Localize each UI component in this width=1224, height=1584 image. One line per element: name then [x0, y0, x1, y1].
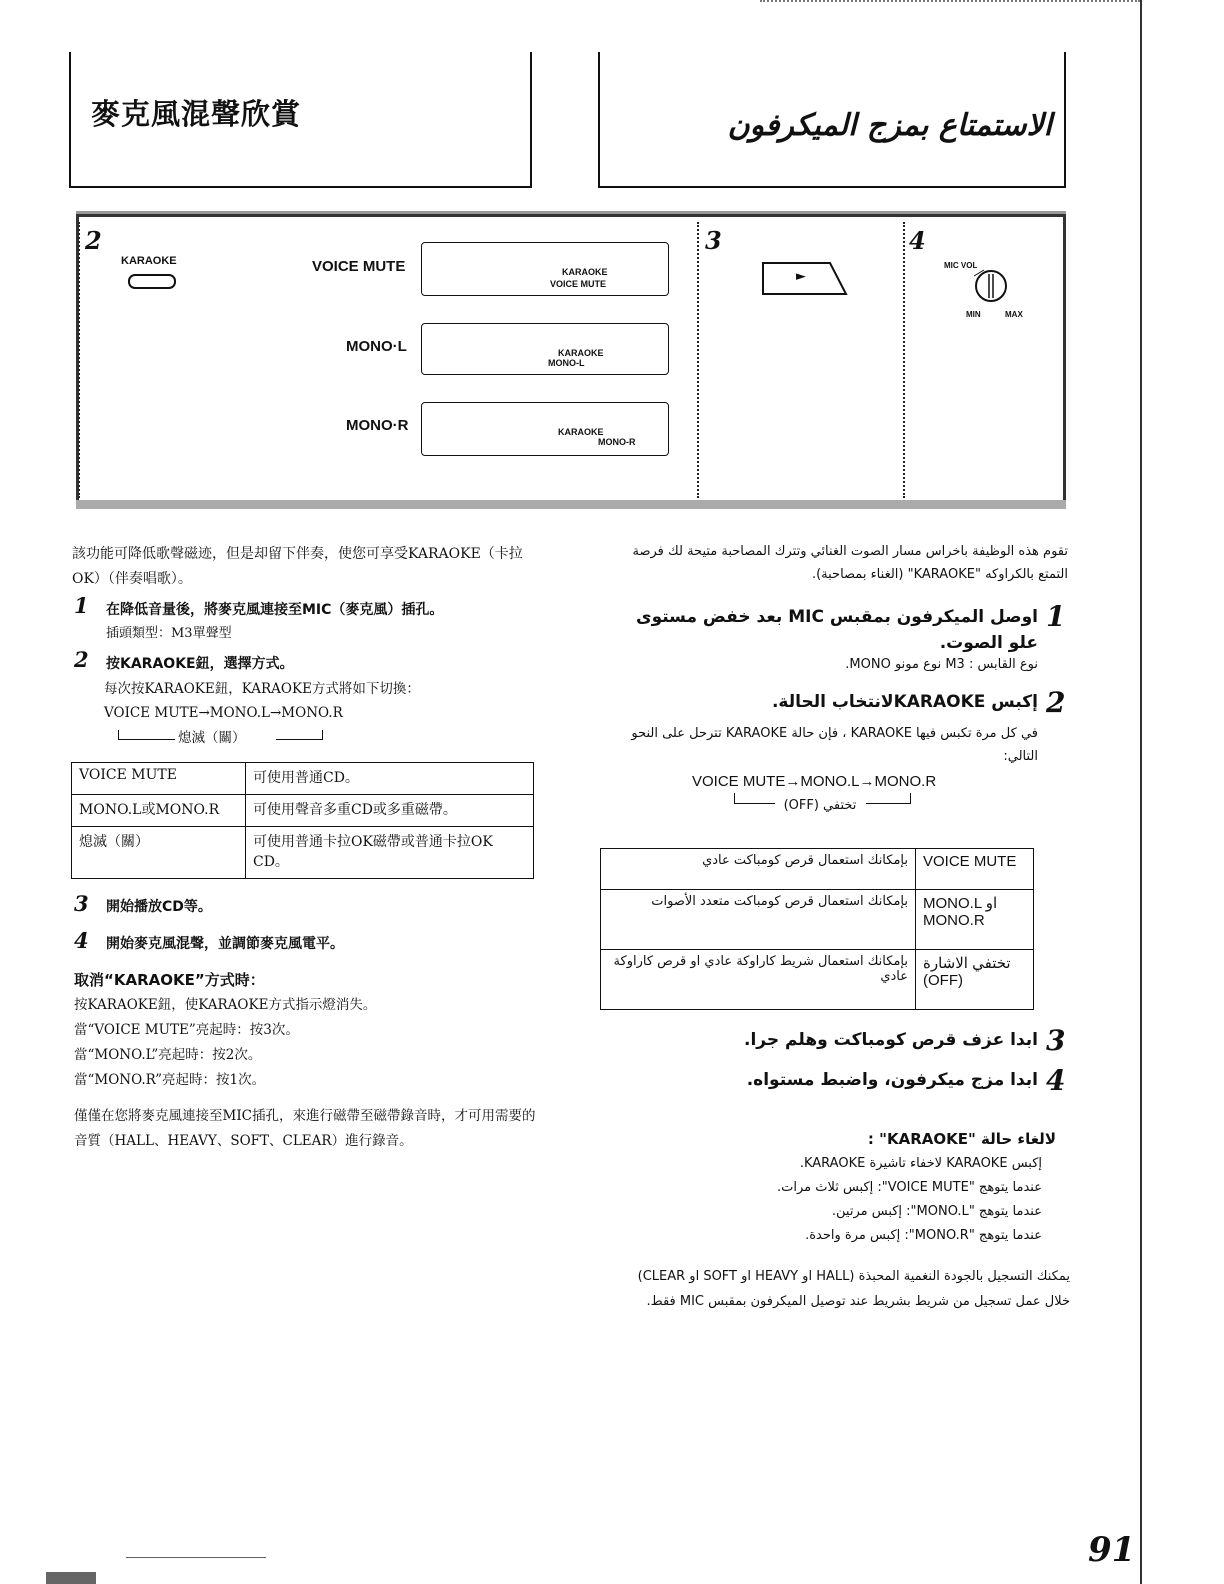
ar-step1: اوصل الميكرفون بمقبس MIC بعد خفض مستوى علو الصوت. — [635, 607, 1038, 653]
ar-mode-table — [600, 848, 1034, 1010]
cn-step1-num: 1 — [74, 593, 89, 618]
cn-step3-num: 3 — [74, 891, 89, 916]
ar-cancel-title: لالغاء حالة "KARAOKE" : — [867, 1130, 1056, 1148]
table-row — [601, 849, 1034, 890]
mic-vol-label: MIC VOL — [944, 261, 978, 270]
cn-table-mode: VOICE MUTE — [72, 763, 246, 795]
cn-step4-num: 4 — [74, 928, 89, 953]
page-title-cn: 麥克風混聲欣賞 — [91, 97, 302, 131]
title-box-ar — [598, 52, 1066, 188]
ar-table-desc: بإمكانك استعمال قرص كومباكت عادي — [601, 849, 916, 890]
mic-vol-max-label: MAX — [1005, 310, 1023, 319]
panel-step-2: 2 — [85, 226, 102, 255]
top-rule — [760, 0, 1140, 2]
lcd-mono-l — [421, 323, 669, 375]
cn-intro: 該功能可降低歌聲磁迹，但是却留下伴奏，使您可享受KARAOKE（卡拉OK）（伴奏唱歌）。 — [72, 546, 523, 587]
cn-cycle: VOICE MUTE→MONO.L→MONO.R — [104, 705, 343, 721]
ar-step3: ابدا عزف قرص كومباكت وهلم جرا. — [744, 1030, 1038, 1050]
mic-vol-min-label: MIN — [966, 310, 981, 319]
ar-step4-num: 4 — [1046, 1064, 1066, 1097]
lcd-voice-mute — [421, 242, 669, 296]
ar-step4: ابدا مزج ميكرفون، واضبط مستواه. — [746, 1070, 1038, 1090]
footer-mark — [46, 1572, 96, 1584]
karaoke-button[interactable] — [128, 274, 176, 289]
ar-cancel-1: إكبس KARAOKE لاخفاء تاشيرة KARAOKE. — [799, 1156, 1042, 1171]
ar-cancel-2: عندما يتوهج "VOICE MUTE": إكبس ثلاث مرات. — [776, 1180, 1042, 1195]
cn-cancel-4: 當“MONO.R”亮起時：按1次。 — [74, 1072, 266, 1088]
cn-step3: 開始播放CD等。 — [106, 899, 212, 915]
table-row — [601, 950, 1034, 1010]
ar-note: يمكنك التسجيل بالجودة النغمية المحبذة (HALL او HEAVY او SOFT او CLEAR) خلال عمل تسجيل من شريط بشريط عند توصيل الميكرفون بمقبس MIC فقط. — [637, 1269, 1070, 1309]
page-edge — [1140, 0, 1142, 1584]
cn-cancel-title: 取消“KARAOKE”方式時： — [74, 971, 265, 989]
table-row — [72, 763, 534, 795]
karaoke-button-label: KARAOKE — [121, 255, 177, 267]
cn-cycle-arrow-left — [118, 730, 175, 740]
cn-cancel-2: 當“VOICE MUTE”亮起時：按3次。 — [74, 1022, 299, 1038]
cn-cycle-off: 熄滅（關） — [178, 730, 246, 746]
cn-table-desc: 可使用普通CD。 — [246, 763, 534, 795]
cn-note: 僅僅在您將麥克風連接至MIC插孔，來進行磁帶至磁帶錄音時，才可用需要的音質（HALL、HEAVY、SOFT、CLEAR）進行錄音。 — [74, 1108, 536, 1149]
cn-cycle-arrow-right — [276, 730, 323, 740]
lcd-mono-r-top: KARAOKE — [558, 427, 604, 437]
mic-vol-knob[interactable] — [972, 268, 1016, 304]
ar-cycle-arrow-left — [734, 793, 775, 804]
cn-step2-sub: 每次按KARAOKE鈕，KARAOKE方式將如下切換： — [104, 681, 420, 697]
cn-step2: 按KARAOKE鈕，選擇方式。 — [106, 656, 294, 672]
lcd-mono-l-bottom: MONO-L — [548, 358, 585, 368]
cn-mode-table — [71, 762, 534, 879]
play-icon: ► — [796, 269, 806, 284]
panel-step-3: 3 — [705, 226, 722, 255]
cn-cancel-3: 當“MONO.L”亮起時：按2次。 — [74, 1047, 262, 1063]
panel-step-4: 4 — [909, 226, 926, 255]
ar-step2: إكبس KARAOKEلانتخاب الحالة. — [771, 692, 1038, 712]
divider-step3 — [697, 222, 699, 498]
cn-table-mode: MONO.L或MONO.R — [72, 795, 246, 827]
ar-intro: تقوم هذه الوظيفة باخراس مسار الصوت الغنائي وتترك المصاحبة متيحة لك فرصة التمتع بالكراوكه "KARAOKE" (الغناء بمصاحبة). — [632, 544, 1068, 582]
footer-rule — [126, 1557, 266, 1558]
cn-step2-num: 2 — [74, 647, 89, 672]
ar-step1-num: 1 — [1046, 600, 1066, 633]
ar-cancel-3: عندما يتوهج "MONO.L": إكبس مرتين. — [831, 1204, 1042, 1219]
panel-shade-bottom — [76, 500, 1066, 509]
ar-cancel-4: عندما يتوهج "MONO.R": إكبس مرة واحدة. — [805, 1228, 1042, 1243]
page-number: 91 — [1088, 1530, 1136, 1570]
cn-table-mode: 熄滅（關） — [72, 827, 246, 879]
cn-table-desc: 可使用普通卡拉OK磁帶或普通卡拉OK CD。 — [246, 827, 534, 879]
mode-label-voice-mute: VOICE MUTE — [312, 258, 406, 275]
lcd-mono-l-top: KARAOKE — [558, 348, 604, 358]
table-row — [72, 827, 534, 879]
ar-table-desc: بإمكانك استعمال شريط كاراوكة عادي او قرص كاراوكة عادي — [601, 950, 916, 1010]
lcd-mono-r-bottom: MONO-R — [598, 437, 636, 447]
ar-step1-sub: نوع القابس : M3 نوع مونو MONO. — [845, 657, 1038, 672]
cn-table-desc: 可使用聲音多重CD或多重磁帶。 — [246, 795, 534, 827]
ar-cycle-off: تختفي (OFF) — [783, 798, 857, 813]
lcd-mono-r — [421, 402, 669, 456]
table-row — [72, 795, 534, 827]
ar-step2-num: 2 — [1046, 686, 1066, 719]
page-title-ar: الاستمتاع بمزج الميكرفون — [727, 108, 1052, 143]
mode-label-mono-l: MONO·L — [346, 338, 407, 355]
cn-cancel-1: 按KARAOKE鈕，使KARAOKE方式指示燈消失。 — [74, 997, 377, 1013]
table-row — [601, 890, 1034, 950]
ar-table-desc: بإمكانك استعمال قرص كومباكت متعدد الأصوات — [601, 890, 916, 950]
divider-step4 — [903, 222, 905, 498]
lcd-voice-mute-bottom: VOICE MUTE — [550, 279, 607, 289]
divider-left — [78, 222, 80, 498]
ar-cycle: VOICE MUTE→MONO.L→MONO.R — [692, 773, 937, 790]
ar-table-mode: MONO.L او MONO.R — [916, 890, 1034, 950]
mode-label-mono-r: MONO·R — [346, 417, 409, 434]
ar-cycle-arrow-right — [866, 793, 911, 804]
ar-step3-num: 3 — [1046, 1024, 1066, 1057]
ar-step2-sub: في كل مرة تكبس فيها KARAOKE ، فإن حالة KARAOKE تترحل على النحو التالي: — [631, 726, 1038, 764]
cn-step1-sub: 插頭類型：M3單聲型 — [106, 626, 232, 641]
ar-table-mode: VOICE MUTE — [916, 849, 1034, 890]
title-box-cn — [69, 52, 532, 188]
cn-step1: 在降低音量後，將麥克風連接至MIC（麥克風）插孔。 — [106, 602, 444, 618]
lcd-voice-mute-top: KARAOKE — [562, 267, 608, 277]
ar-table-mode: تختفي الاشارة (OFF) — [916, 950, 1034, 1010]
cn-step4: 開始麥克風混聲，並調節麥克風電平。 — [106, 936, 344, 952]
